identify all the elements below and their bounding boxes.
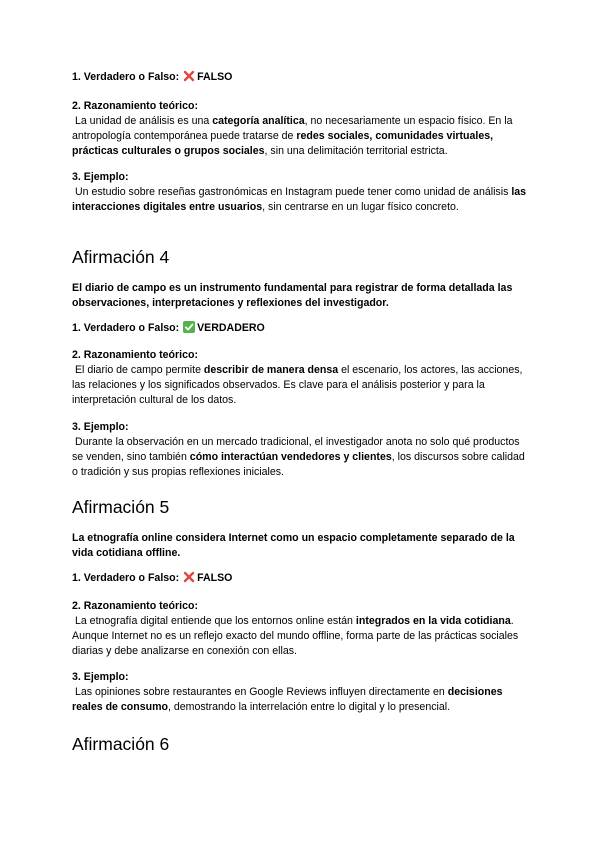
reasoning-block-5	[72, 599, 528, 659]
verdict-value: FALSO	[197, 71, 233, 83]
reasoning-emphasis: categoría analítica	[212, 115, 305, 127]
reasoning-label: 2. Razonamiento teórico:	[72, 600, 198, 612]
example-text-part: Durante la observación en un mercado tradicional, el investigador anota no solo qué productos se venden, sino también	[72, 436, 520, 463]
reasoning-emphasis: redes sociales, comunidades virtuales, prácticas culturales o grupos sociales	[72, 130, 494, 157]
example-block-3	[72, 170, 528, 215]
example-label: 3. Ejemplo:	[72, 671, 129, 683]
example-text-part: , los discursos sobre calidad o tradición y sus propias reflexiones iniciales.	[72, 451, 525, 478]
verdict-label: 1. Verdadero o Falso:	[72, 572, 180, 584]
reasoning-label: 2. Razonamiento teórico:	[72, 100, 198, 112]
section-title-5: Afirmación 5	[72, 497, 170, 517]
reasoning-text	[72, 614, 528, 659]
verdict-value: FALSO	[197, 572, 233, 584]
reasoning-text-part: El diario de campo permite	[74, 364, 204, 376]
example-text-part: Un estudio sobre reseñas gastronómicas en Instagram puede tener como unidad de análisis	[74, 186, 512, 198]
reasoning-emphasis: integrados en la vida cotidiana	[355, 615, 511, 627]
reasoning-text	[72, 114, 528, 159]
section-title-6: Afirmación 6	[72, 734, 170, 754]
verdict-value: VERDADERO	[197, 322, 265, 334]
reasoning-text-part: , sin una delimitación territorial estricta.	[264, 145, 448, 157]
verdict-label: 1. Verdadero o Falso:	[72, 322, 180, 334]
example-block-5	[72, 670, 528, 715]
reasoning-text-part: . Aunque Internet no es un reflejo exacto del mundo offline, forma parte de las prácticas sociales diarias y debe analizarse en conexión con ellas.	[72, 615, 519, 657]
example-text-part: Las opiniones sobre restaurantes en Google Reviews influyen directamente en	[74, 686, 448, 698]
reasoning-text-part: , no necesariamente un espacio físico. En la antropología contemporánea puede tratarse de	[72, 115, 513, 142]
cross-mark-icon	[183, 571, 195, 583]
example-block-4	[72, 420, 528, 480]
reasoning-text-part: el escenario, los actores, las acciones, las relaciones y los significados observados. Es clave para el análisis posterior y para la interpretación cultural de los datos.	[72, 364, 523, 406]
example-text	[72, 685, 528, 715]
reasoning-block-3	[72, 99, 528, 159]
verdict-line-5	[72, 571, 528, 586]
verdict-label: 1. Verdadero o Falso:	[72, 71, 180, 83]
example-label: 3. Ejemplo:	[72, 421, 129, 433]
claim-4: El diario de campo es un instrumento fundamental para registrar de forma detallada las observaciones, interpretaciones y reflexiones del investigador.	[72, 282, 513, 309]
example-text-part: , sin centrarse en un lugar físico concreto.	[262, 201, 459, 213]
reasoning-text-part: La unidad de análisis es una	[74, 115, 213, 127]
check-mark-icon	[183, 321, 195, 333]
example-text-part: , demostrando la interrelación entre lo digital y lo presencial.	[167, 701, 451, 713]
example-emphasis: cómo interactúan vendedores y clientes	[189, 451, 392, 463]
verdict-line-3	[72, 70, 528, 85]
example-label: 3. Ejemplo:	[72, 171, 129, 183]
reasoning-label: 2. Razonamiento teórico:	[72, 349, 198, 361]
reasoning-text	[72, 363, 528, 408]
example-text	[72, 185, 528, 215]
cross-mark-icon	[183, 70, 195, 82]
reasoning-emphasis: describir de manera densa	[203, 364, 339, 376]
example-emphasis: decisiones reales de consumo	[72, 686, 503, 713]
example-emphasis: las interacciones digitales entre usuarios	[72, 186, 527, 213]
reasoning-block-4	[72, 348, 528, 408]
verdict-line-4	[72, 321, 528, 336]
reasoning-text-part: La etnografía digital entiende que los entornos online están	[74, 615, 356, 627]
example-text	[72, 435, 528, 480]
claim-5: La etnografía online considera Internet como un espacio completamente separado de la vida cotidiana offline.	[72, 532, 515, 559]
section-title-4: Afirmación 4	[72, 247, 170, 267]
